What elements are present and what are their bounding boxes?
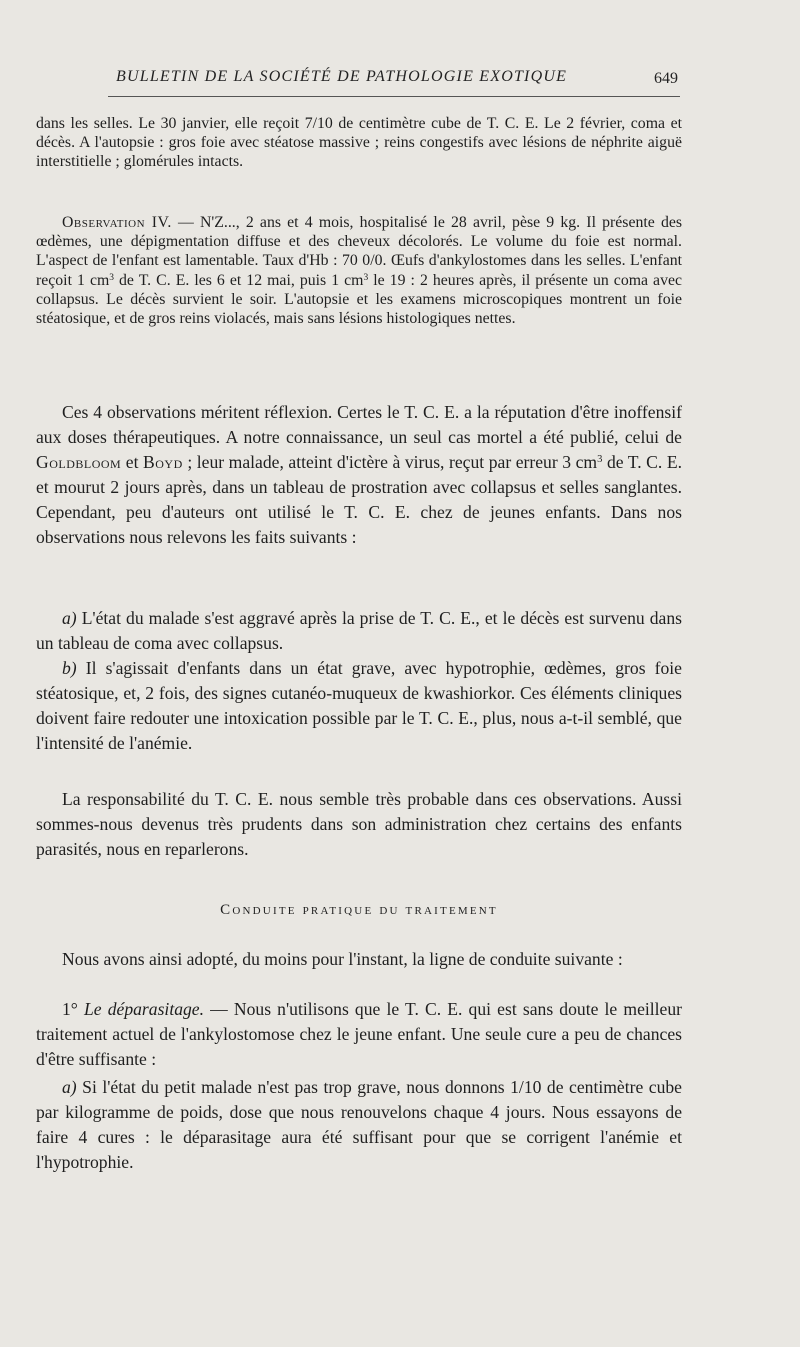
item-b-paragraph <box>36 656 682 756</box>
paragraph-text: La responsabilité du T. C. E. nous semble très probable dans ces observations. Aussi sommes-nous devenus très prudents dans son administration chez certains des enfants parasités, nous en reparlerons. <box>36 789 682 859</box>
observation-text-part: de T. C. E. les 6 et 12 mai, puis 1 cm <box>113 271 364 289</box>
item-text: Il s'agissait d'enfants dans un état grave, avec hypotrophie, œdèmes, gros foie stéatosique, et, 2 fois, des signes cutanéo-muqueux de kwashiorkor. Ces éléments cliniques doivent faire redouter une intoxication possible par le T. C. E., plus, nous a-t-il semblé, que l'intensité de l'anémie. <box>36 658 682 753</box>
observation-text-part: — N'Z..., 2 ans et 4 mois, hospitalisé le 28 avril, pèse 9 kg. Il présente des œdèmes, une dépigmentation diffuse et des cheveux décolorés. Le volume du foie est normal. L'aspect de l'enfant est lamentable. Taux d'Hb : 70 0/0. Œufs d'ankylostomes dans les selles. L'enfant reçoit 1 cm <box>36 214 682 289</box>
discussion-paragraph <box>36 400 682 550</box>
section-heading: Conduite pratique du traitement <box>220 902 498 918</box>
superscript: 3 <box>363 272 369 283</box>
journal-title: BULLETIN DE LA SOCIÉTÉ DE PATHOLOGIE EXOTIQUE <box>116 68 568 85</box>
item-label: a) <box>62 608 77 628</box>
list-item <box>36 1075 682 1175</box>
paragraph-text: Nous avons ainsi adopté, du moins pour l'instant, la ligne de conduite suivante : <box>62 949 623 969</box>
item-text: Si l'état du petit malade n'est pas trop grave, nous donnons 1/10 de centimètre cube par kilogramme de poids, dose que nous renouvelons chaque 4 jours. Nous essayons de faire 4 cures : le déparasitage aura été suffisant pour que se corrigent l'anémie et l'hypotrophie. <box>36 1077 682 1172</box>
item-1a-paragraph <box>36 1075 682 1175</box>
observation-iv-paragraph <box>36 213 682 328</box>
item-a-paragraph <box>36 606 682 656</box>
author-name: Boyd <box>143 452 183 472</box>
discussion-text <box>36 400 682 550</box>
author-name: Goldbloom <box>36 452 122 472</box>
page-number: 649 <box>654 70 678 87</box>
list-item <box>36 997 682 1072</box>
list-item <box>36 656 682 756</box>
observation-label: Observation IV. <box>62 214 172 231</box>
superscript: 3 <box>597 454 603 466</box>
item-text: L'état du malade s'est aggravé après la prise de T. C. E., et le décès est survenu dans un tableau de coma avec collapsus. <box>36 608 682 653</box>
superscript: 3 <box>109 272 114 283</box>
item-text: — Nous n'utilisons que le T. C. E. qui est sans doute le meilleur traitement actuel de l'ankylostomose chez le jeune enfant. Une seule cure a peu de chances d'être suffisante : <box>36 999 683 1069</box>
item-label: a) <box>62 1077 77 1097</box>
discussion-text-part: Ces 4 observations méritent réflexion. Certes le T. C. E. a la réputation d'être inoffensif aux doses thérapeutiques. A notre connaissance, un seul cas mortel a été publié, celui de <box>36 402 682 447</box>
item-number: 1° <box>62 999 78 1019</box>
discussion-text-part: ; leur malade, atteint d'ictère à virus, reçut par erreur 3 cm <box>182 452 598 472</box>
list-item <box>36 606 682 656</box>
item-label: b) <box>62 658 77 678</box>
header-rule <box>108 96 680 97</box>
conduct-paragraph <box>36 947 682 972</box>
item-label: Le déparasitage. <box>84 999 205 1019</box>
item-1-paragraph <box>36 997 682 1072</box>
case-continuation-paragraph <box>36 114 682 172</box>
paragraph-text: dans les selles. Le 30 janvier, elle reçoit 7/10 de centimètre cube de T. C. E. Le 2 février, coma et décès. A l'autopsie : gros foie avec stéatose massive ; reins congestifs avec lésions de néphrite aiguë interstitielle ; glomérules intacts. <box>36 115 682 171</box>
discussion-text-part: de T. C. E. et mourut 2 jours après, dans un tableau de prostration avec collapsus et selles sanglantes. Cependant, peu d'auteurs ont utilisé le T. C. E. chez de jeunes enfants. Dans nos observations nous relevons les faits suivants : <box>36 452 682 547</box>
observation-iv-text <box>36 213 682 328</box>
discussion-text-part: et <box>121 452 144 472</box>
observation-text-part: le 19 : 2 heures après, il présente un coma avec collapsus. Le décès survient le soir. L'autopsie et les examens microscopiques montrent un foie stéatosique, et de gros reins violacés, mais sans lésions histologiques nettes. <box>36 271 682 328</box>
responsibility-paragraph <box>36 787 682 862</box>
